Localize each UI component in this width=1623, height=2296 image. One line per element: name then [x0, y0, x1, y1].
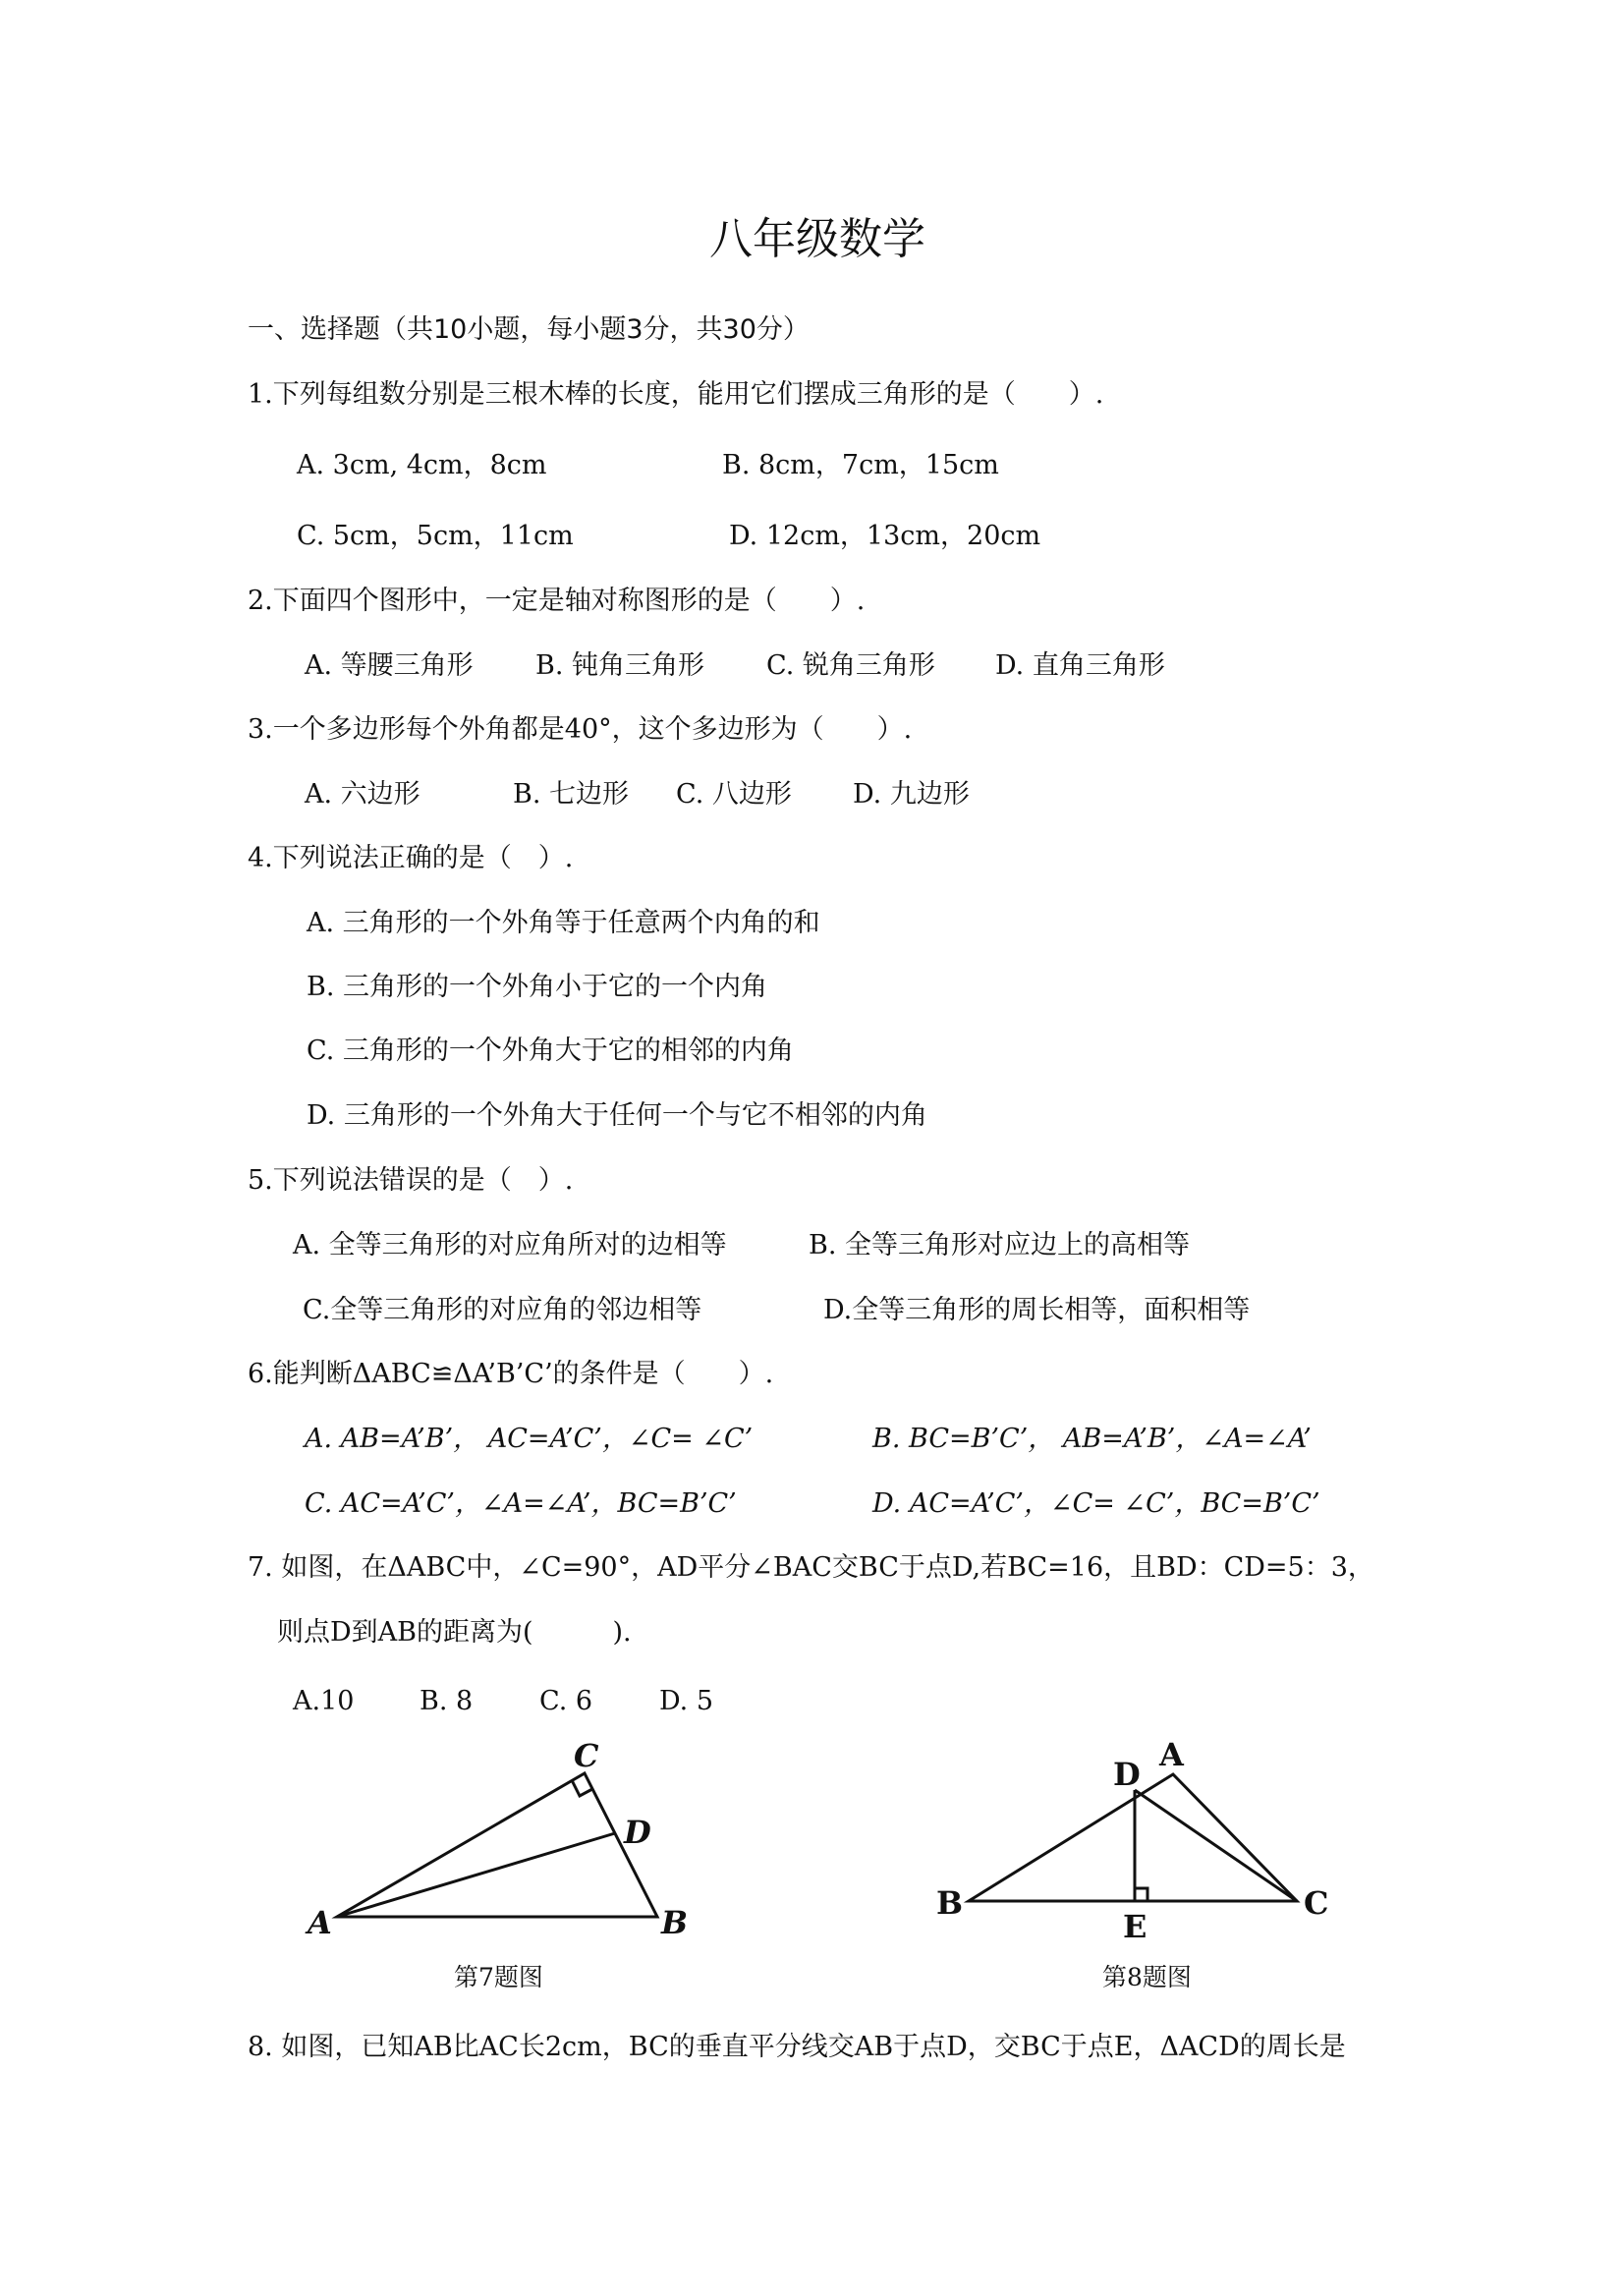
- question-1-option-b: B. 8cm，7cm，15cm: [722, 450, 999, 480]
- question-3-stem: 3.一个多边形每个外角都是40°，这个多边形为（ ）.: [248, 714, 913, 745]
- figure-8-right-angle-mark: [1135, 1888, 1147, 1901]
- page-title: 八年级数学: [709, 214, 925, 264]
- question-5-option-a: A. 全等三角形的对应角所对的边相等: [293, 1230, 727, 1260]
- figure-8-label-a: A: [1159, 1736, 1184, 1773]
- question-1-stem: 1.下列每组数分别是三根木棒的长度，能用它们摆成三角形的是（ ）.: [248, 379, 1104, 410]
- figure-7-bisector-ad: [337, 1833, 615, 1917]
- figure-8-segment-dc: [1135, 1790, 1297, 1901]
- question-6-option-d: D. AC=A’C’，∠C= ∠C’，BC=B’C’: [872, 1488, 1320, 1519]
- question-5-stem: 5.下列说法错误的是（ ）.: [248, 1165, 574, 1196]
- question-2-stem: 2.下面四个图形中，一定是轴对称图形的是（ ）.: [248, 586, 866, 616]
- question-8-stem: 8. 如图，已知AB比AC长2cm，BC的垂直平分线交AB于点D，交BC于点E，ΔACD的周长是: [248, 2032, 1346, 2062]
- figure-8-label-e: E: [1123, 1908, 1147, 1945]
- figure-8-label-b: B: [936, 1884, 964, 1922]
- question-7-stem-line-2: 则点D到AB的距离为( ).: [277, 1617, 632, 1648]
- question-3-option-b: B. 七边形: [513, 779, 630, 810]
- question-4-option-a: A. 三角形的一个外角等于任意两个内角的和: [307, 908, 820, 938]
- question-1-option-d: D. 12cm，13cm，20cm: [729, 521, 1041, 551]
- question-2-option-c: C. 锐角三角形: [766, 650, 935, 681]
- question-3-option-c: C. 八边形: [676, 779, 792, 810]
- question-6-option-b: B. BC=B’C’， AB=A’B’，∠A=∠A’: [872, 1424, 1312, 1454]
- figure-8-triangle: [969, 1774, 1297, 1901]
- question-1-option-a: A. 3cm, 4cm，8cm: [297, 450, 547, 480]
- figure-8-label-d: D: [1113, 1756, 1141, 1793]
- question-7-option-a: A.10: [293, 1686, 355, 1716]
- section-heading: 一、选择题（共10小题，每小题3分，共30分）: [248, 314, 810, 345]
- question-4-stem: 4.下列说法正确的是（ ）.: [248, 843, 574, 873]
- figure-7-label-b: B: [661, 1904, 689, 1941]
- question-5-option-c: C.全等三角形的对应角的邻边相等: [303, 1295, 702, 1325]
- question-2-option-a: A. 等腰三角形: [305, 650, 474, 681]
- question-6-stem: 6.能判断ΔABC≌ΔA’B’C’的条件是（ ）.: [248, 1359, 774, 1389]
- question-5-option-b: B. 全等三角形对应边上的高相等: [809, 1230, 1191, 1260]
- question-1-option-c: C. 5cm，5cm，11cm: [297, 521, 574, 551]
- question-7-option-d: D. 5: [659, 1686, 714, 1716]
- figure-7-label-a: A: [308, 1904, 332, 1941]
- question-4-option-d: D. 三角形的一个外角大于任何一个与它不相邻的内角: [307, 1100, 927, 1131]
- question-6-option-c: C. AC=A’C’，∠A=∠A’，BC=B’C’: [305, 1488, 737, 1519]
- question-6-option-a: A. AB=A’B’， AC=A’C’，∠C= ∠C’: [305, 1424, 754, 1454]
- question-5-option-d: D.全等三角形的周长相等，面积相等: [823, 1295, 1251, 1325]
- question-7-stem-line-1: 7. 如图，在ΔABC中，∠C=90°，AD平分∠BAC交BC于点D,若BC=16，且BD：CD=5：3，: [248, 1552, 1374, 1583]
- figure-7-label-d: D: [624, 1814, 651, 1851]
- question-4-option-b: B. 三角形的一个外角小于它的一个内角: [307, 972, 768, 1002]
- figure-8-caption: 第8题图: [1102, 1963, 1192, 1991]
- question-7-option-c: C. 6: [539, 1686, 593, 1716]
- figure-7-label-c: C: [574, 1737, 599, 1774]
- question-4-option-c: C. 三角形的一个外角大于它的相邻的内角: [307, 1036, 794, 1066]
- question-7-option-b: B. 8: [420, 1686, 474, 1716]
- figure-8-label-c: C: [1304, 1884, 1329, 1922]
- question-2-option-d: D. 直角三角形: [995, 650, 1165, 681]
- question-3-option-d: D. 九边形: [853, 779, 970, 810]
- question-2-option-b: B. 钝角三角形: [535, 650, 705, 681]
- question-3-option-a: A. 六边形: [305, 779, 420, 810]
- figure-7-caption: 第7题图: [454, 1963, 543, 1991]
- figure-7-triangle: [337, 1773, 657, 1917]
